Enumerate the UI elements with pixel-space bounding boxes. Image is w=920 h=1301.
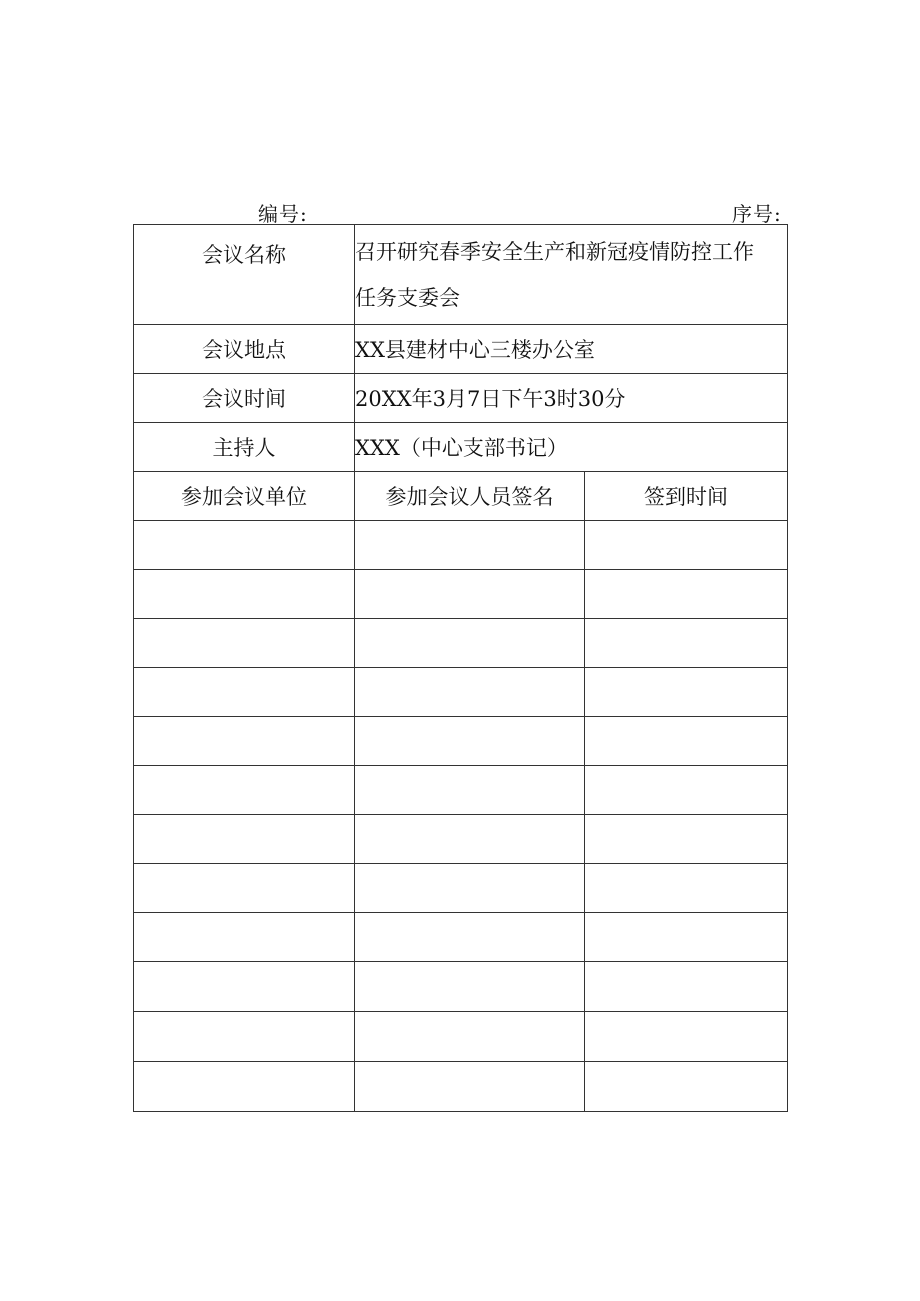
sign-in-row xyxy=(134,913,788,962)
signature-cell xyxy=(355,1062,585,1112)
signature-cell xyxy=(355,570,585,619)
unit-cell xyxy=(134,1012,355,1062)
sign-in-row xyxy=(134,1062,788,1112)
sign-table-header-row xyxy=(134,472,788,521)
meeting-time-label: 会议时间 xyxy=(134,374,355,423)
meeting-place-value: XX县建材中心三楼办公室 xyxy=(355,325,788,374)
unit-cell xyxy=(134,521,355,570)
column-header-signature: 参加会议人员签名 xyxy=(355,472,585,521)
unit-cell xyxy=(134,815,355,864)
column-header-unit: 参加会议单位 xyxy=(134,472,355,521)
serial-label: 序号: xyxy=(732,202,782,226)
unit-cell xyxy=(134,766,355,815)
sign-time-cell xyxy=(585,717,788,766)
sign-in-row xyxy=(134,864,788,913)
meeting-name-value-line1: 召开研究春季安全生产和新冠疫情防控工作 xyxy=(355,240,754,264)
sign-in-row xyxy=(134,1012,788,1062)
sign-time-cell xyxy=(585,521,788,570)
signature-cell xyxy=(355,521,585,570)
sign-in-row xyxy=(134,766,788,815)
sign-in-row xyxy=(134,619,788,668)
signature-cell xyxy=(355,668,585,717)
meeting-name-row xyxy=(134,225,788,325)
meeting-name-value xyxy=(355,225,788,325)
signature-cell xyxy=(355,766,585,815)
code-label: 编号: xyxy=(258,202,308,226)
sign-time-cell xyxy=(585,570,788,619)
meeting-place-label: 会议地点 xyxy=(134,325,355,374)
host-row xyxy=(134,423,788,472)
sign-time-cell xyxy=(585,766,788,815)
unit-cell xyxy=(134,668,355,717)
signature-cell xyxy=(355,913,585,962)
sign-time-cell xyxy=(585,962,788,1012)
signature-cell xyxy=(355,1012,585,1062)
host-value: XXX（中心支部书记） xyxy=(355,423,788,472)
sign-in-row xyxy=(134,570,788,619)
sign-time-cell xyxy=(585,619,788,668)
host-label: 主持人 xyxy=(134,423,355,472)
unit-cell xyxy=(134,619,355,668)
meeting-time-row xyxy=(134,374,788,423)
column-header-sign-time: 签到时间 xyxy=(585,472,788,521)
unit-cell xyxy=(134,717,355,766)
unit-cell xyxy=(134,864,355,913)
meeting-name-label: 会议名称 xyxy=(134,225,355,325)
sign-time-cell xyxy=(585,913,788,962)
sign-in-row xyxy=(134,717,788,766)
sign-in-row xyxy=(134,962,788,1012)
unit-cell xyxy=(134,1062,355,1112)
unit-cell xyxy=(134,913,355,962)
meeting-name-value-line2: 任务支委会 xyxy=(355,286,460,310)
sign-time-cell xyxy=(585,1012,788,1062)
signature-cell xyxy=(355,619,585,668)
meeting-place-row xyxy=(134,325,788,374)
meeting-time-value: 20XX年3月7日下午3时30分 xyxy=(355,374,788,423)
sign-time-cell xyxy=(585,864,788,913)
sign-in-row xyxy=(134,668,788,717)
signature-cell xyxy=(355,864,585,913)
sign-time-cell xyxy=(585,1062,788,1112)
signature-cell xyxy=(355,962,585,1012)
sign-in-row xyxy=(134,815,788,864)
sign-in-row xyxy=(134,521,788,570)
unit-cell xyxy=(134,962,355,1012)
sign-time-cell xyxy=(585,815,788,864)
signature-cell xyxy=(355,717,585,766)
sign-time-cell xyxy=(585,668,788,717)
meeting-sign-in-sheet xyxy=(133,224,788,1112)
signature-cell xyxy=(355,815,585,864)
unit-cell xyxy=(134,570,355,619)
